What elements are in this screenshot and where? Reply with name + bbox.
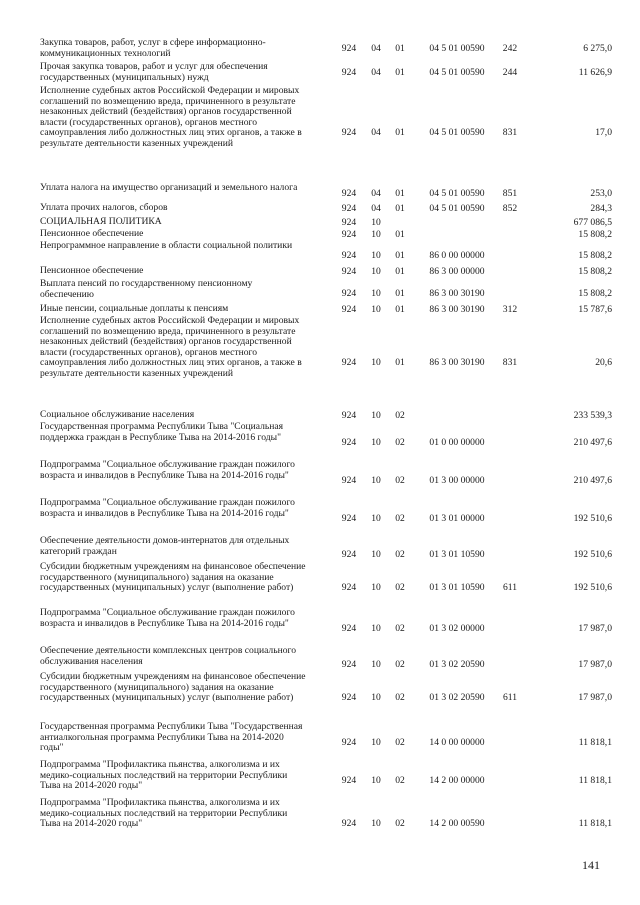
row-subsection-code: 02: [395, 582, 405, 593]
row-target-item-code: 04 5 01 00590: [429, 188, 485, 199]
row-expense-type-code: 312: [502, 304, 518, 315]
row-amount: 192 510,6: [573, 549, 612, 560]
row-admin-code: 924: [341, 217, 357, 228]
row-amount: 6 275,0: [583, 43, 612, 54]
row-section-code: 10: [371, 410, 381, 421]
row-section-code: 10: [371, 266, 381, 277]
row-description: Закупка товаров, работ, услуг в сфере информационно-коммуникационных технологий: [40, 37, 266, 59]
row-target-item-code: 01 3 01 00000: [429, 513, 485, 524]
row-description: Обеспечение деятельности домов-интернатов для отдельных категорий граждан: [40, 535, 290, 557]
row-admin-code: 924: [341, 357, 357, 368]
table-row: [0, 646, 640, 672]
row-description: Исполнение судебных актов Российской Федерации и мировых соглашений по возмещению вреда, причиненного в результате незаконных действий (бездействия) органов государственной власти (государственных органов), органов местного самоуправления либо должностных лиц этих органов, а также в результате деятельности казенных учреждений: [40, 85, 302, 149]
row-description: СОЦИАЛЬНАЯ ПОЛИТИКА: [40, 216, 162, 227]
table-row: [0, 62, 640, 86]
row-section-code: 10: [371, 250, 381, 261]
row-admin-code: 924: [341, 513, 357, 524]
row-amount: 15 808,2: [578, 250, 612, 261]
row-admin-code: 924: [341, 127, 357, 138]
table-row: [0, 241, 640, 263]
table-row: [0, 203, 640, 216]
row-amount: 192 510,6: [573, 582, 612, 593]
row-admin-code: 924: [341, 475, 357, 486]
row-admin-code: 924: [341, 582, 357, 593]
row-subsection-code: 01: [395, 229, 405, 240]
row-subsection-code: 02: [395, 737, 405, 748]
row-description: Подпрограмма "Социальное обслуживание граждан пожилого возраста и инвалидов в Республике Тыва на 2014-2016 годы": [40, 459, 295, 481]
row-amount: 17 987,0: [578, 659, 612, 670]
row-subsection-code: 02: [395, 692, 405, 703]
row-admin-code: 924: [341, 250, 357, 261]
row-admin-code: 924: [341, 188, 357, 199]
row-section-code: 10: [371, 217, 381, 228]
table-row: [0, 536, 640, 562]
row-target-item-code: 01 3 02 00000: [429, 623, 485, 634]
row-description: Субсидии бюджетным учреждениям на финансовое обеспечение государственного (муниципального) задания на оказание государственных (муниципальных) услуг (выполнение работ): [40, 561, 306, 594]
table-row: [0, 722, 640, 760]
table-row: [0, 760, 640, 798]
row-target-item-code: 01 3 02 20590: [429, 659, 485, 670]
row-expense-type-code: 831: [502, 357, 518, 368]
row-section-code: 10: [371, 513, 381, 524]
row-description: Пенсионное обеспечение: [40, 265, 144, 276]
row-target-item-code: 01 3 02 20590: [429, 692, 485, 703]
row-expense-type-code: 831: [502, 127, 518, 138]
row-admin-code: 924: [341, 818, 357, 829]
row-target-item-code: 86 3 00 30190: [429, 288, 485, 299]
row-target-item-code: 01 3 01 10590: [429, 582, 485, 593]
row-admin-code: 924: [341, 692, 357, 703]
table-row: [0, 608, 640, 646]
row-section-code: 04: [371, 127, 381, 138]
row-description: Иные пенсии, социальные доплаты к пенсиям: [40, 303, 229, 314]
row-expense-type-code: 242: [502, 43, 518, 54]
row-target-item-code: 04 5 01 00590: [429, 203, 485, 214]
row-section-code: 10: [371, 623, 381, 634]
row-section-code: 04: [371, 67, 381, 78]
row-amount: 677 086,5: [573, 217, 612, 228]
row-description: Государственная программа Республики Тыва "Социальная поддержка граждан в Республике Тыва на 2014-2016 годы": [40, 421, 284, 443]
row-subsection-code: 02: [395, 549, 405, 560]
row-subsection-code: 02: [395, 659, 405, 670]
row-target-item-code: 14 2 00 00590: [429, 818, 485, 829]
row-target-item-code: 04 5 01 00590: [429, 43, 485, 54]
table-row: [0, 229, 640, 240]
row-description: Непрограммное направление в области социальной политики: [40, 240, 293, 251]
row-target-item-code: 04 5 01 00590: [429, 127, 485, 138]
table-row: [0, 672, 640, 722]
row-admin-code: 924: [341, 737, 357, 748]
row-subsection-code: 01: [395, 188, 405, 199]
row-target-item-code: 86 0 00 00000: [429, 250, 485, 261]
row-target-item-code: 04 5 01 00590: [429, 67, 485, 78]
row-amount: 284,3: [590, 203, 612, 214]
row-section-code: 04: [371, 188, 381, 199]
row-admin-code: 924: [341, 623, 357, 634]
row-expense-type-code: 244: [502, 67, 518, 78]
row-admin-code: 924: [341, 203, 357, 214]
row-subsection-code: 02: [395, 513, 405, 524]
row-description: Подпрограмма "Социальное обслуживание граждан пожилого возраста и инвалидов в Республике Тыва на 2014-2016 годы": [40, 607, 295, 629]
row-subsection-code: 02: [395, 623, 405, 634]
row-description: Подпрограмма "Профилактика пьянства, алкоголизма и их медико-социальных последствий на территории Республики Тыва на 2014-2020 годы": [40, 797, 288, 830]
row-expense-type-code: 851: [502, 188, 518, 199]
row-description: Исполнение судебных актов Российской Федерации и мировых соглашений по возмещению вреда, причиненного в результате незаконных действий (бездействия) органов государственной власти (государственных органов), органов местного самоуправления либо должностных лиц этих органов, а также в результате деятельности казенных учреждений: [40, 315, 302, 379]
row-admin-code: 924: [341, 288, 357, 299]
row-target-item-code: 86 3 00 00000: [429, 266, 485, 277]
row-description: Прочая закупка товаров, работ и услуг для обеспечения государственных (муниципальных) нужд: [40, 61, 268, 83]
row-amount: 15 808,2: [578, 288, 612, 299]
row-subsection-code: 02: [395, 475, 405, 486]
row-description: Выплата пенсий по государственному пенсионному обеспечению: [40, 278, 253, 300]
row-section-code: 10: [371, 737, 381, 748]
row-subsection-code: 01: [395, 304, 405, 315]
row-subsection-code: 02: [395, 818, 405, 829]
row-subsection-code: 02: [395, 775, 405, 786]
row-subsection-code: 01: [395, 203, 405, 214]
row-description: Подпрограмма "Социальное обслуживание граждан пожилого возраста и инвалидов в Республике Тыва на 2014-2016 годы": [40, 497, 295, 519]
row-subsection-code: 01: [395, 67, 405, 78]
row-amount: 15 787,6: [578, 304, 612, 315]
row-section-code: 10: [371, 549, 381, 560]
row-amount: 17,0: [595, 127, 612, 138]
table-row: [0, 798, 640, 840]
row-amount: 233 539,3: [573, 410, 612, 421]
table-row: [0, 498, 640, 536]
row-section-code: 10: [371, 659, 381, 670]
row-section-code: 10: [371, 357, 381, 368]
row-subsection-code: 02: [395, 410, 405, 421]
row-section-code: 10: [371, 288, 381, 299]
row-target-item-code: 86 3 00 30190: [429, 304, 485, 315]
row-amount: 11 818,1: [578, 775, 612, 786]
row-section-code: 10: [371, 304, 381, 315]
row-section-code: 10: [371, 775, 381, 786]
row-description: Социальное обслуживание населения: [40, 409, 195, 420]
row-section-code: 04: [371, 43, 381, 54]
row-amount: 11 818,1: [578, 737, 612, 748]
row-description: Пенсионное обеспечение: [40, 228, 144, 239]
row-expense-type-code: 611: [502, 582, 518, 593]
row-subsection-code: 01: [395, 357, 405, 368]
row-admin-code: 924: [341, 437, 357, 448]
row-section-code: 04: [371, 203, 381, 214]
row-amount: 11 818,1: [578, 818, 612, 829]
row-target-item-code: 01 0 00 00000: [429, 437, 485, 448]
row-expense-type-code: 611: [502, 692, 518, 703]
row-admin-code: 924: [341, 549, 357, 560]
row-section-code: 10: [371, 437, 381, 448]
table-row: [0, 422, 640, 460]
row-subsection-code: 01: [395, 127, 405, 138]
row-amount: 210 497,6: [573, 437, 612, 448]
row-admin-code: 924: [341, 659, 357, 670]
row-amount: 15 808,2: [578, 266, 612, 277]
row-admin-code: 924: [341, 775, 357, 786]
row-amount: 17 987,0: [578, 623, 612, 634]
row-amount: 15 808,2: [578, 229, 612, 240]
row-target-item-code: 14 2 00 00000: [429, 775, 485, 786]
row-description: Обеспечение деятельности комплексных центров социального обслуживания населения: [40, 645, 297, 667]
row-section-code: 10: [371, 692, 381, 703]
row-description: Государственная программа Республики Тыва "Государственная антиалкогольная программа Республики Тыва на 2014-2020 годы": [40, 721, 303, 754]
page-number: 141: [582, 858, 600, 872]
row-target-item-code: 01 3 00 00000: [429, 475, 485, 486]
row-admin-code: 924: [341, 410, 357, 421]
row-subsection-code: 01: [395, 266, 405, 277]
row-section-code: 10: [371, 818, 381, 829]
row-amount: 17 987,0: [578, 692, 612, 703]
row-subsection-code: 01: [395, 288, 405, 299]
table-row: [0, 183, 640, 203]
table-row: [0, 562, 640, 612]
row-amount: 11 626,9: [578, 67, 612, 78]
row-admin-code: 924: [341, 304, 357, 315]
row-admin-code: 924: [341, 229, 357, 240]
row-subsection-code: 01: [395, 43, 405, 54]
row-amount: 210 497,6: [573, 475, 612, 486]
row-subsection-code: 02: [395, 437, 405, 448]
row-description: Подпрограмма "Профилактика пьянства, алкоголизма и их медико-социальных последствий на территории Республики Тыва на 2014-2020 годы": [40, 759, 288, 792]
row-target-item-code: 01 3 01 10590: [429, 549, 485, 560]
row-expense-type-code: 852: [502, 203, 518, 214]
row-admin-code: 924: [341, 67, 357, 78]
table-row: [0, 86, 640, 182]
row-target-item-code: 86 3 00 30190: [429, 357, 485, 368]
row-admin-code: 924: [341, 43, 357, 54]
row-subsection-code: 01: [395, 250, 405, 261]
row-admin-code: 924: [341, 266, 357, 277]
row-description: Уплата налога на имущество организаций и земельного налога: [40, 182, 298, 193]
row-section-code: 10: [371, 229, 381, 240]
row-description: Уплата прочих налогов, сборов: [40, 202, 168, 213]
table-row: [0, 316, 640, 412]
row-description: Субсидии бюджетным учреждениям на финансовое обеспечение государственного (муниципального) задания на оказание государственных (муниципальных) услуг (выполнение работ): [40, 671, 306, 704]
row-section-code: 10: [371, 475, 381, 486]
table-row: [0, 38, 640, 62]
row-amount: 20,6: [595, 357, 612, 368]
table-row: [0, 279, 640, 301]
row-amount: 253,0: [590, 188, 612, 199]
row-target-item-code: 14 0 00 00000: [429, 737, 485, 748]
row-amount: 192 510,6: [573, 513, 612, 524]
table-row: [0, 460, 640, 498]
row-section-code: 10: [371, 582, 381, 593]
